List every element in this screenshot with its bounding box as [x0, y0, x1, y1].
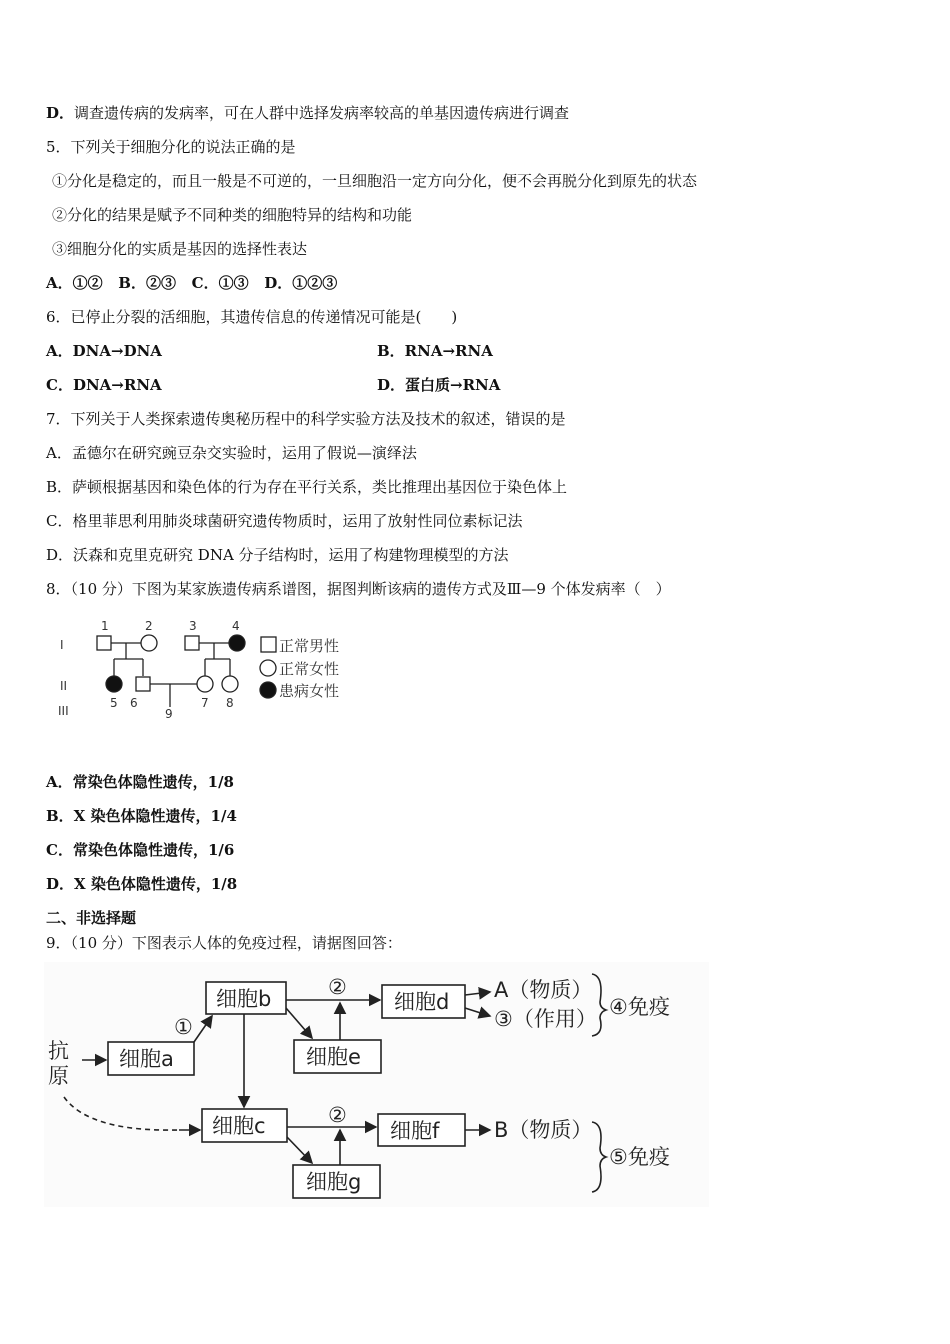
q7-option-b: B．萨顿根据基因和染色体的行为存在平行关系，类比推理出基因位于染色体上 [46, 478, 568, 496]
individual-number-7: 7 [201, 696, 209, 710]
individual-number-6: 6 [130, 696, 138, 710]
immunity-4-label: ④免疫 [609, 995, 670, 1019]
individual-number-5: 5 [110, 696, 118, 710]
q9-stem [46, 933, 402, 953]
q8-stem-text: 下图为某家族遗传病系谱图，据图判断该病的遗传方式及Ⅲ—9 个体发病率（ ） [131, 580, 671, 598]
individual-2-normal-female [141, 635, 157, 651]
individual-number-9: 9 [165, 707, 173, 721]
q9-stem-text: 下图表示人体的免疫过程，请据图回答： [131, 934, 402, 952]
q8-option-d: D．X 染色体隐性遗传，1/8 [46, 875, 238, 893]
individual-8-normal-female [222, 676, 238, 692]
cell-d-label: 细胞d [394, 990, 450, 1014]
step-1-marker: ① [174, 1015, 193, 1039]
individual-4-affected-female [229, 635, 245, 651]
individual-number-3: 3 [189, 619, 197, 633]
q5-options: A．①② B．②③ C．①③ D．①②③ [46, 274, 338, 292]
q7-option-d: D．沃森和克里克研究 DNA 分子结构时，运用了构建物理模型的方法 [46, 546, 509, 564]
individual-3-normal-male [185, 636, 199, 650]
q7-number: 7． [46, 410, 71, 428]
q6-stem-text: 已停止分裂的活细胞，其遗传信息的传递情况可能是( ) [70, 308, 458, 326]
q4-option-d-text: 调查遗传病的发病率，可在人群中选择发病率较高的单基因遗传病进行调查 [74, 104, 570, 122]
individual-5-affected-female [106, 676, 122, 692]
antigen-label-2: 原 [48, 1064, 69, 1088]
individual-number-4: 4 [232, 619, 240, 633]
q6-stem [46, 307, 457, 327]
cell-a-label: 细胞a [119, 1047, 174, 1071]
individual-number-2: 2 [145, 619, 153, 633]
q8-option-c: C．常染色体隐性遗传，1/6 [46, 841, 235, 859]
generation-label-iii: III [58, 704, 69, 718]
generation-label-i: I [60, 638, 64, 652]
pedigree-chart [50, 615, 370, 725]
cell-f-label: 细胞f [390, 1119, 440, 1143]
output-b-label: B（物质） [494, 1118, 593, 1142]
q4-option-d [46, 103, 569, 123]
q6-number: 6． [46, 308, 71, 326]
q8-score: （10 分） [70, 580, 132, 598]
q5-number: 5． [46, 138, 71, 156]
individual-7-normal-female [197, 676, 213, 692]
cell-g-label: 细胞g [306, 1170, 362, 1194]
q5-stem [46, 137, 296, 157]
output-a-label: A（物质） [494, 978, 593, 1002]
q4-option-d-letter: D． [46, 104, 75, 122]
legend-normal-female-icon [260, 660, 276, 676]
section-2-title: 二、非选择题 [46, 909, 137, 927]
q5-item-1: ①分化是稳定的，而且一般是不可逆的，一旦细胞沿一定方向分化，便不会再脱分化到原先的状态 [52, 172, 698, 190]
q8-option-b: B．X 染色体隐性遗传，1/4 [46, 807, 237, 825]
q8-option-a: A．常染色体隐性遗传，1/8 [46, 773, 234, 791]
q6-option-a: A．DNA→DNA [46, 342, 162, 360]
q5-item-3: ③细胞分化的实质是基因的选择性表达 [52, 240, 308, 258]
q5-stem-text: 下列关于细胞分化的说法正确的是 [70, 138, 296, 156]
immunity-5-label: ⑤免疫 [609, 1145, 670, 1169]
q6-option-c: C．DNA→RNA [46, 376, 162, 394]
legend-normal-female-label: 正常女性 [279, 660, 340, 678]
individual-number-1: 1 [101, 619, 109, 633]
individual-number-8: 8 [226, 696, 234, 710]
q7-option-c: C．格里菲思利用肺炎球菌研究遗传物质时，运用了放射性同位素标记法 [46, 512, 523, 530]
step-2-marker-bottom: ② [328, 1103, 347, 1127]
legend-affected-female-icon [260, 682, 276, 698]
q6-option-b: B．RNA→RNA [377, 342, 493, 360]
immune-process-diagram [44, 962, 709, 1207]
q7-stem-text: 下列关于人类探索遗传奥秘历程中的科学实验方法及技术的叙述，错误的是 [70, 410, 566, 428]
q9-score: （10 分） [70, 934, 132, 952]
cell-b-label: 细胞b [216, 987, 272, 1011]
output-3-label: ③（作用） [494, 1007, 597, 1031]
legend-normal-male-icon [261, 637, 276, 652]
generation-label-ii: II [60, 679, 68, 693]
q6-option-d: D．蛋白质→RNA [377, 376, 501, 394]
individual-1-normal-male [97, 636, 111, 650]
antigen-label-1: 抗 [48, 1039, 69, 1063]
q5-item-2: ②分化的结果是赋予不同种类的细胞特异的结构和功能 [52, 206, 413, 224]
step-2-marker-top: ② [328, 975, 347, 999]
q7-option-a: A．孟德尔在研究豌豆杂交实验时，运用了假说—演绎法 [46, 444, 417, 462]
q8-number: 8． [46, 580, 71, 598]
cell-e-label: 细胞e [306, 1045, 361, 1069]
legend-affected-female-label: 患病女性 [279, 682, 340, 700]
legend-normal-male-label: 正常男性 [279, 637, 340, 655]
q7-stem [46, 409, 566, 429]
q8-stem [46, 579, 671, 599]
q9-number: 9． [46, 934, 71, 952]
individual-6-normal-male [136, 677, 150, 691]
cell-c-label: 细胞c [212, 1114, 266, 1138]
